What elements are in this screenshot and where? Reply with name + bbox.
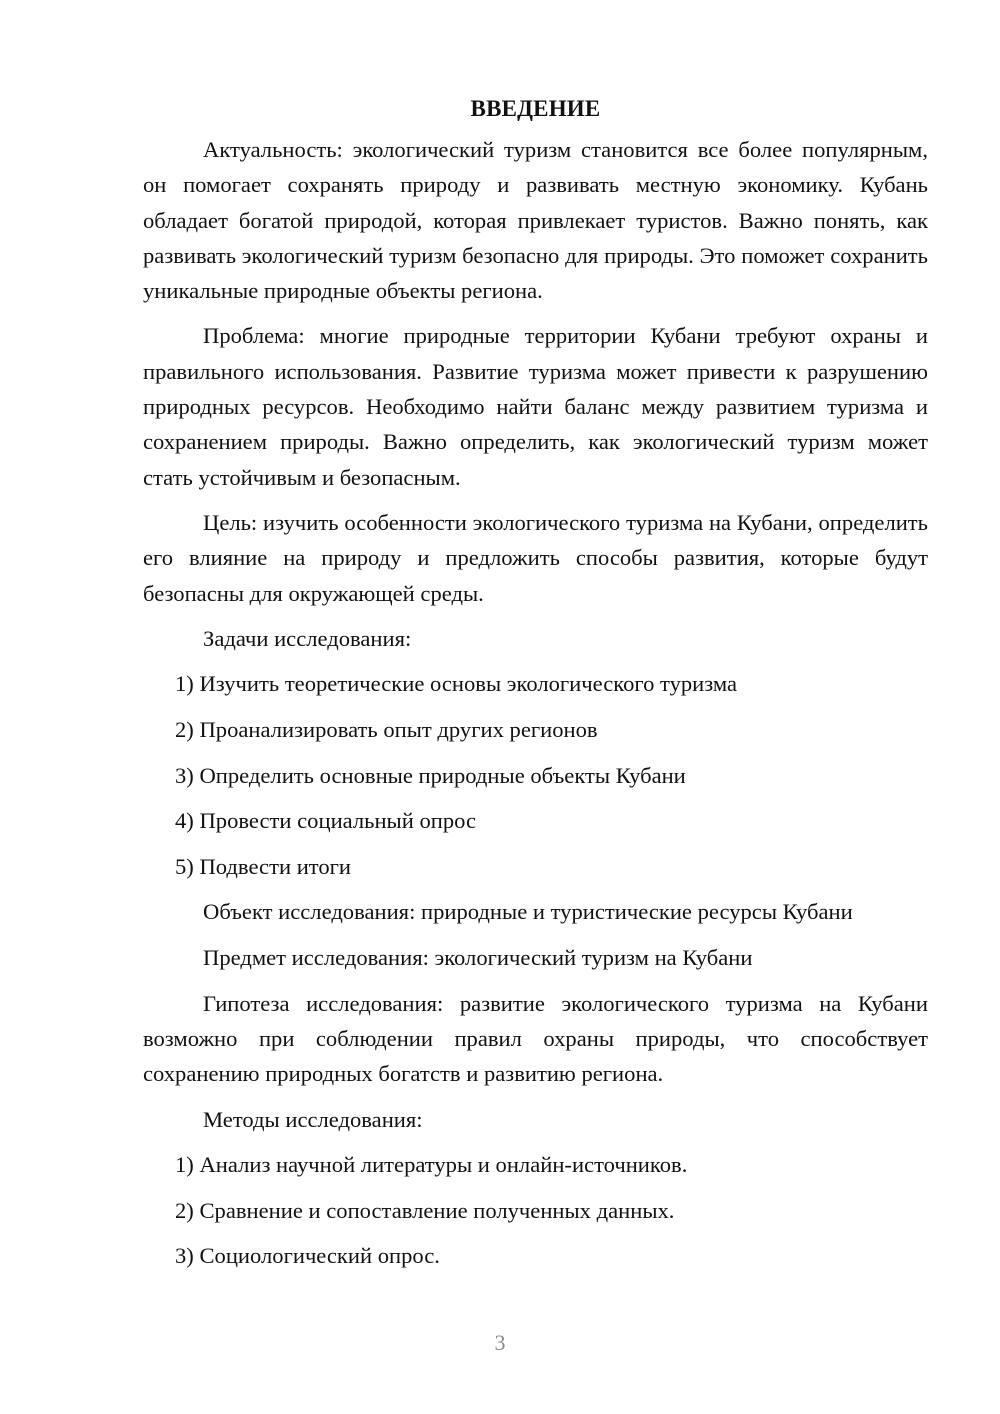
task-item: 4) Провести социальный опрос [175, 808, 477, 834]
hypothesis-paragraph: Гипотеза исследования: развитие экологического туризма на Кубани возможно при соблюдении правил охраны природы, что способствует сохранению природных богатств и развитию региона. [143, 990, 928, 1087]
research-subject: Предмет исследования: экологический туризм на Кубани [203, 945, 753, 971]
task-item: 3) Определить основные природные объекты Кубани [175, 762, 686, 788]
section-title: ВВЕДЕНИЕ [470, 96, 601, 121]
goal-paragraph: Цель: изучить особенности экологического туризма на Кубани, определить его влияние на природу и предложить способы развития, которые будут безопасны для окружающей среды. [143, 509, 928, 606]
problem-paragraph: Проблема: многие природные территории Кубани требуют охраны и правильного использования. Развитие туризма может привести к разрушению природных ресурсов. Необходимо найти баланс между развитием туризма и сохранением природы. Важно определить, как экологический туризм может стать устойчивым и безопасным. [143, 323, 928, 490]
research-object: Объект исследования: природные и туристические ресурсы Кубани [203, 899, 853, 925]
task-item: 1) Изучить теоретические основы экологического туризма [175, 671, 738, 697]
page-number: 3 [494, 1330, 506, 1355]
methods-heading: Методы исследования: [203, 1106, 423, 1132]
relevance-paragraph: Актуальность: экологический туризм становится все более популярным, он помогает сохранять природу и развивать местную экономику. Кубань обладает богатой природой, которая привлекает туристов. Важно понять, как развивать экологический туризм безопасно для природы. Это поможет сохранить уникальные природные объекты региона. [143, 137, 928, 304]
task-item: 2) Проанализировать опыт других регионов [175, 717, 598, 743]
document-page [143, 92, 928, 1284]
tasks-heading: Задачи исследования: [203, 625, 412, 651]
method-item: 2) Сравнение и сопоставление полученных данных. [175, 1197, 675, 1223]
method-item: 1) Анализ научной литературы и онлайн-источников. [175, 1152, 688, 1178]
task-item: 5) Подвести итоги [175, 853, 352, 879]
method-item: 3) Социологический опрос. [175, 1243, 440, 1269]
